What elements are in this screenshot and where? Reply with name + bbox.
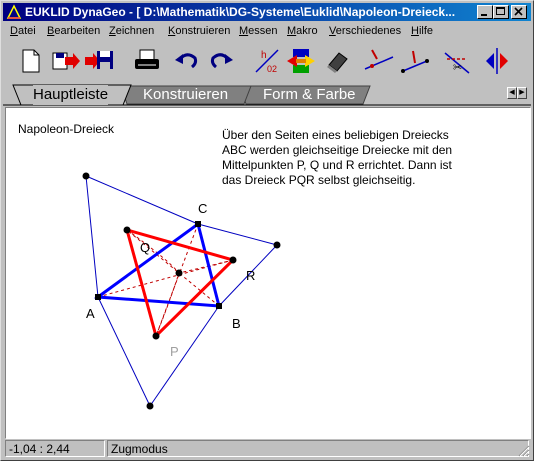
point-r[interactable]	[230, 257, 237, 264]
svg-text:✂: ✂	[453, 61, 463, 74]
status-bar	[3, 439, 531, 458]
label-c: C	[198, 201, 208, 216]
tab-scroll-left-button[interactable]: ◀	[507, 87, 517, 99]
draw-line-button[interactable]	[363, 45, 395, 77]
label-q: Q	[140, 240, 151, 255]
color-replace-button[interactable]	[285, 45, 317, 77]
toolbar	[3, 43, 531, 81]
minimize-icon	[478, 6, 492, 18]
drawing-heading: Napoleon-Dreieck	[18, 122, 115, 136]
new-file-button[interactable]	[15, 45, 47, 77]
point-b[interactable]	[216, 303, 222, 309]
undo-icon	[171, 45, 203, 77]
point-q[interactable]	[124, 227, 131, 234]
center-point[interactable]	[176, 270, 183, 277]
save-file-icon	[83, 45, 115, 77]
redo-button[interactable]	[205, 45, 237, 77]
description-line-4: das Dreieck PQR selbst gleichseitig.	[222, 173, 416, 187]
close-icon	[512, 6, 526, 18]
description-line-3: Mittelpunkten P, Q und R errichtet. Dann ist	[222, 158, 452, 172]
mirror-button[interactable]	[481, 45, 513, 77]
tab-form-farbe[interactable]: Form & Farbe	[263, 86, 356, 103]
menu-zeichnen[interactable]: Zeichnen	[109, 25, 155, 37]
label-r: R	[246, 268, 256, 283]
draw-line-icon	[363, 45, 395, 77]
menu-bar	[3, 23, 531, 41]
menu-verschiedenes[interactable]: Verschiedenes	[329, 25, 402, 37]
tab-strip	[3, 83, 531, 107]
open-file-button[interactable]	[49, 45, 81, 77]
color-replace-icon	[285, 45, 317, 77]
label-p: P	[170, 344, 179, 359]
save-file-button[interactable]	[83, 45, 115, 77]
window-title: EUKLID DynaGeo - [ D:\Mathematik\DG-Systeme\Euklid\Napoleon-Dreieck...	[25, 5, 456, 19]
menu-messen[interactable]: Messen	[239, 25, 278, 37]
menu-bearbeiten[interactable]: Bearbeiten	[47, 25, 101, 37]
draw-segment-icon	[399, 45, 431, 77]
euklid-app-icon	[6, 4, 22, 20]
menu-konstruieren[interactable]: Konstruieren	[168, 25, 231, 37]
outer-point-ab[interactable]	[83, 173, 90, 180]
label-a: A	[86, 306, 95, 321]
point-c[interactable]	[195, 221, 201, 227]
svg-text:02: 02	[267, 64, 278, 74]
minimize-button[interactable]	[477, 5, 493, 19]
measure-button[interactable]	[251, 45, 283, 77]
print-icon	[131, 45, 163, 77]
new-file-icon	[15, 45, 47, 77]
print-button[interactable]	[131, 45, 163, 77]
title-bar[interactable]	[3, 3, 531, 21]
measure-icon	[251, 45, 283, 77]
status-coordinates: -1,04 : 2,44	[5, 440, 105, 457]
construction-points[interactable]	[83, 173, 281, 410]
point-p[interactable]	[153, 333, 160, 340]
outer-point-bc[interactable]	[274, 242, 281, 249]
description-line-2: ABC werden gleichseitige Dreiecke mit den	[222, 143, 453, 157]
open-file-icon	[49, 45, 81, 77]
undo-button[interactable]	[171, 45, 203, 77]
drawing-canvas[interactable]	[5, 107, 531, 439]
draw-segment-button[interactable]	[399, 45, 431, 77]
tab-scroll-right-button[interactable]: ▶	[517, 87, 527, 99]
svg-text:h: h	[261, 50, 267, 61]
outer-point-ac[interactable]	[147, 403, 154, 410]
mirror-icon	[481, 45, 513, 77]
menu-makro[interactable]: Makro	[287, 25, 318, 37]
close-button[interactable]	[511, 5, 527, 19]
eraser-icon	[321, 45, 353, 77]
outer-construction-lines	[86, 176, 277, 406]
redo-icon	[205, 45, 237, 77]
cut-delete-icon	[441, 45, 473, 77]
point-a[interactable]	[95, 294, 101, 300]
point-labels	[86, 201, 255, 359]
eraser-button[interactable]	[321, 45, 353, 77]
menu-hilfe[interactable]: Hilfe	[411, 25, 434, 37]
maximize-icon	[494, 6, 508, 18]
cut-delete-button[interactable]	[441, 45, 473, 77]
description-line-1: Über den Seiten eines beliebigen Dreiecks	[222, 128, 449, 142]
napoleon-construction[interactable]	[6, 108, 530, 438]
label-b: B	[232, 316, 241, 331]
status-mode: Zugmodus	[107, 440, 529, 457]
tab-konstruieren[interactable]: Konstruieren	[143, 86, 229, 103]
maximize-button[interactable]	[493, 5, 509, 19]
resize-grip-icon[interactable]	[518, 445, 530, 457]
tab-hauptleiste[interactable]: Hauptleiste	[33, 86, 109, 103]
menu-datei[interactable]: Datei	[10, 25, 36, 37]
